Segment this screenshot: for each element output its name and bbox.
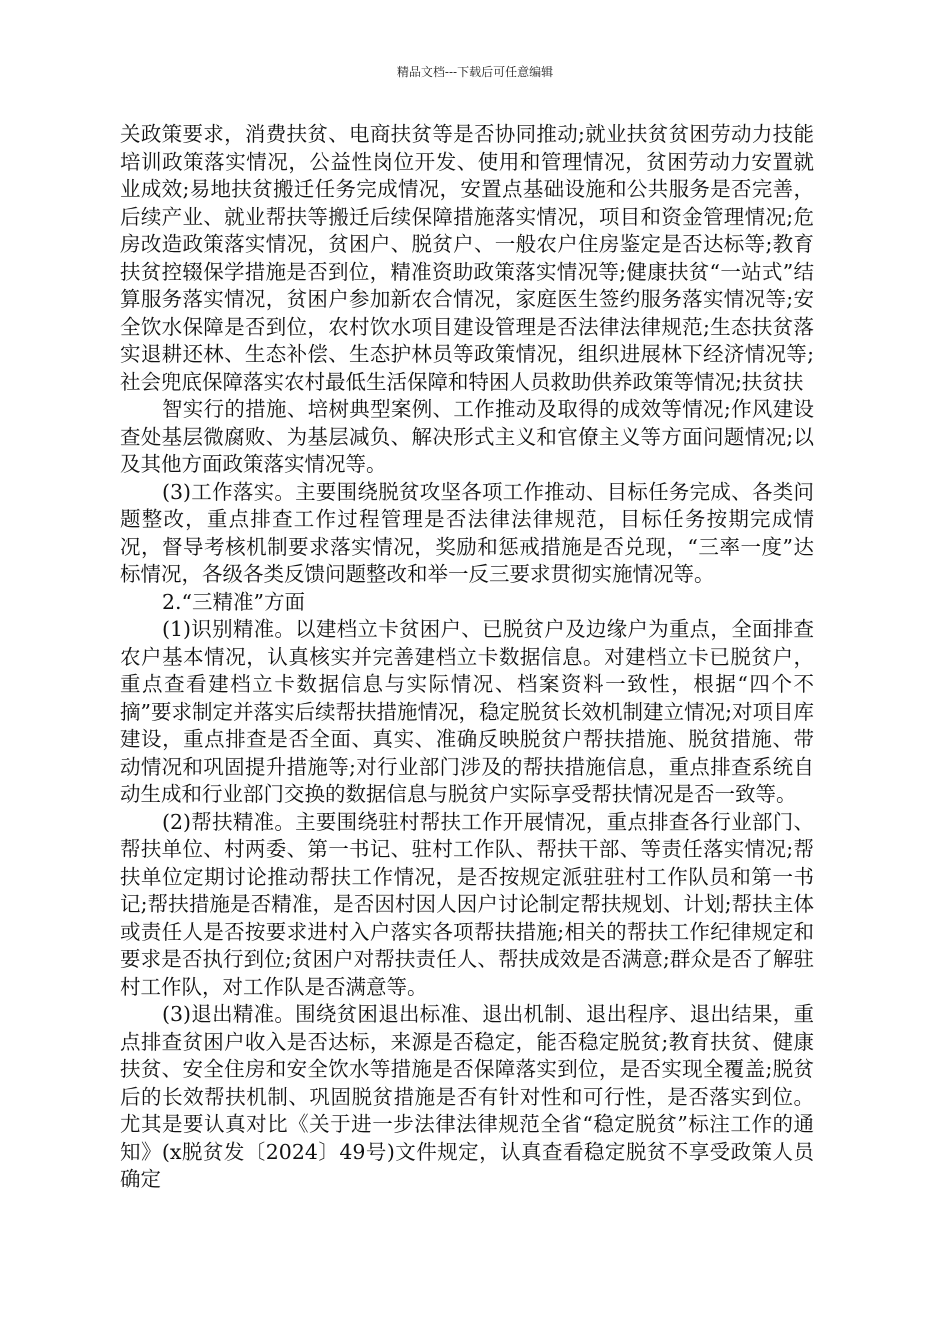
paragraph: 智实行的措施、培树典型案例、工作推动及取得的成效等情况;作风建设查处基层微腐败、为基层减负、解决形式主义和官僚主义等方面问题情况;以及其他方面政策落实情况等。 [120, 397, 814, 476]
section-heading: 2.“三精准”方面 [162, 589, 306, 614]
document-body [120, 121, 814, 1194]
paragraph: (1)识别精准。以建档立卡贫困户、已脱贫户及边缘户为重点，全面排查农户基本情况，认真核实并完善建档立卡数据信息。对建档立卡已脱贫户，重点查看建档立卡数据信息与实际情况、档案资料一致性，根据“四个不摘”要求制定并落实后续帮扶措施情况，稳定脱贫长效机制建立情况;对项目库建设，重点排查是否全面、真实、准确反映脱贫户帮扶措施、脱贫措施、带动情况和巩固提升措施等;对行业部门涉及的帮扶措施信息，重点排查系统自动生成和行业部门交换的数据信息与脱贫户实际享受帮扶情况是否一致等。 [120, 617, 814, 806]
paragraph: (3)退出精准。围绕贫困退出标准、退出机制、退出程序、退出结果，重点排查贫困户收入是否达标，来源是否稳定，能否稳定脱贫;教育扶贫、健康扶贫、安全住房和安全饮水等措施是否保障落实到位，是否实现全覆盖;脱贫后的长效帮扶机制、巩固脱贫措施是否有针对性和可行性，是否落实到位。尤其是要认真对比《关于进一步法律法律规范全省“稳定脱贫”标注工作的通知》(x脱贫发〔2024〕49号)文件规定，认真查看稳定脱贫不享受政策人员确定 [120, 1002, 814, 1191]
paragraph: 关政策要求，消费扶贫、电商扶贫等是否协同推动;就业扶贫贫困劳动力技能培训政策落实情况，公益性岗位开发、使用和管理情况，贫困劳动力安置就业成效;易地扶贫搬迁任务完成情况，安置点基础设施和公共服务是否完善，后续产业、就业帮扶等搬迁后续保障措施落实情况，项目和资金管理情况;危房改造政策落实情况，贫困户、脱贫户、一般农户住房鉴定是否达标等;教育扶贫控辍保学措施是否到位，精准资助政策落实情况等;健康扶贫“一站式”结算服务落实情况，贫困户参加新农合情况，家庭医生签约服务落实情况等;安全饮水保障是否到位，农村饮水项目建设管理是否法律法律规范;生态扶贫落实退耕还林、生态补偿、生态护林员等政策情况，组织进展林下经济情况等;社会兜底保障落实农村最低生活保障和特困人员救助供养政策等情况;扶贫扶 [120, 122, 814, 394]
paragraph: (2)帮扶精准。主要围绕驻村帮扶工作开展情况，重点排查各行业部门、帮扶单位、村两委、第一书记、驻村工作队、帮扶干部、等责任落实情况;帮扶单位定期讨论推动帮扶工作情况，是否按规定派驻驻村工作队员和第一书记;帮扶措施是否精准，是否因村因人因户讨论制定帮扶规划、计划;帮扶主体或责任人是否按要求进村入户落实各项帮扶措施;相关的帮扶工作纪律规定和要求是否执行到位;贫困户对帮扶责任人、帮扶成效是否满意;群众是否了解驻村工作队，对工作队是否满意等。 [120, 809, 814, 999]
paragraph: (3)工作落实。主要围绕脱贫攻坚各项工作推动、目标任务完成、各类问题整改，重点排查工作过程管理是否法律法律规范，目标任务按期完成情况，督导考核机制要求落实情况，奖励和惩戒措施是否兑现，“三率一度”达标情况，各级各类反馈问题整改和举一反三要求贯彻实施情况等。 [120, 479, 814, 586]
page-header: 精品文档---下载后可任意编辑 [396, 65, 554, 79]
